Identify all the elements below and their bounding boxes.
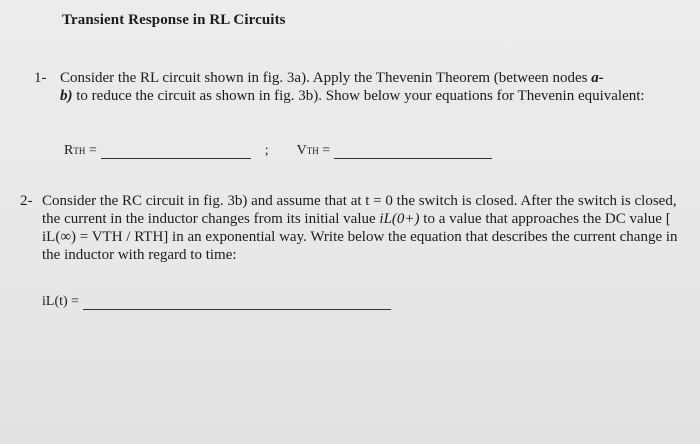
question-1-text-part2: to reduce the circuit as shown in fig. 3b). Show below your equations for Thevenin equivalent: <box>72 88 645 104</box>
node-a-label: a- <box>591 70 604 86</box>
rth-answer-blank[interactable] <box>101 146 251 159</box>
vth-answer-blank[interactable] <box>334 146 492 159</box>
question-2-number: 2- <box>20 193 33 209</box>
il-answer-row <box>42 294 391 310</box>
il-answer-blank[interactable] <box>83 297 391 310</box>
rth-label: RTH = <box>64 143 97 158</box>
rth-answer-row <box>64 143 492 159</box>
question-1-number: 1- <box>34 70 47 86</box>
question-2-text-part3: in an exponential way. Write below the equation that describes the current change in the inductor with regard to time: <box>42 229 678 263</box>
dc-value-expression: iL(∞) = VTH / RTH] <box>42 229 169 245</box>
question-1-text-part1: Consider the RL circuit shown in fig. 3a). Apply the Thevenin Theorem (between nodes <box>60 70 592 86</box>
page-title: Transient Response in RL Circuits <box>62 12 286 28</box>
question-2-text-part2: to a value that approaches the DC value [ <box>419 211 671 227</box>
question-2-text-part1: Consider the RC circuit in fig. 3b) and assume that at t = 0 the switch is closed. After the switch is closed, the current in the inductor changes from its initial value <box>42 193 677 227</box>
question-1-text <box>60 69 670 105</box>
node-b-label: b) <box>60 88 73 104</box>
initial-value-symbol: iL(0+) <box>379 211 420 227</box>
question-2-text <box>42 192 682 264</box>
vth-label: VTH = <box>296 143 331 158</box>
answer-separator: ; <box>264 143 269 158</box>
il-label: iL(t) = <box>42 294 80 309</box>
